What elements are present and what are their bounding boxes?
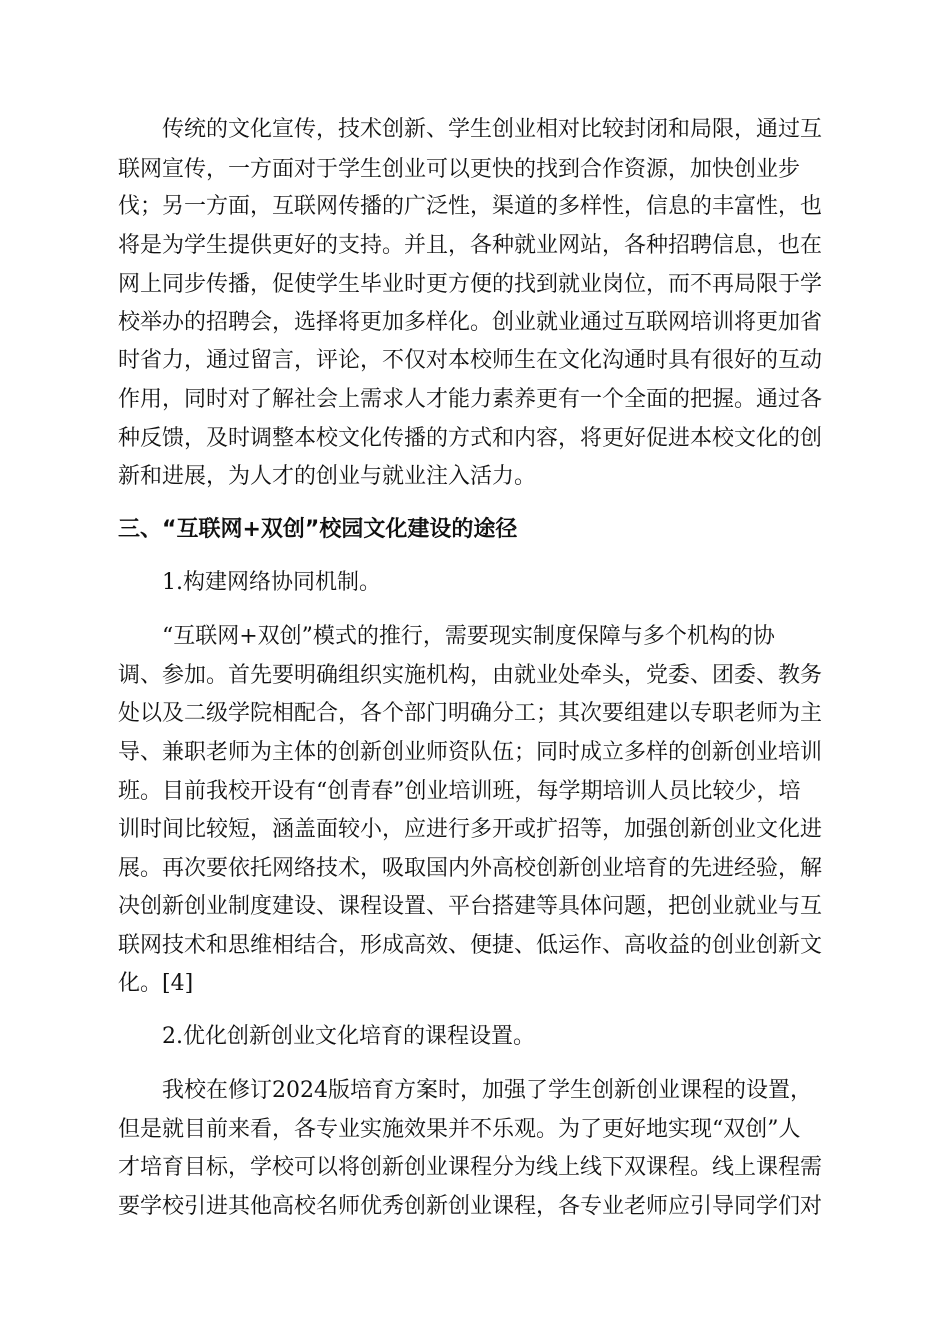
- text-line: 班。目前我校开设有“创青春”创业培训班，每学期培训人员比较少，培: [118, 779, 801, 804]
- text-line: 时省力，通过留言，评论，不仅对本校师生在文化沟通时具有很好的互动: [118, 348, 823, 373]
- text-line: 联网宣传，一方面对于学生创业可以更快的找到合作资源，加快创业步: [118, 157, 801, 182]
- text-line: 训时间比较短，涵盖面较小，应进行多开或扩招等，加强创新创业文化进: [118, 817, 823, 842]
- text-line: 校举办的招聘会，选择将更加多样化。创业就业通过互联网培训将更加省: [118, 310, 823, 335]
- text-line: 才培育目标，学校可以将创新创业课程分为线上线下双课程。线上课程需: [118, 1155, 823, 1180]
- text-line: 要学校引进其他高校名师优秀创新创业课程，各专业老师应引导同学们对: [118, 1194, 823, 1219]
- text-line: 伐；另一方面，互联网传播的广泛性，渠道的多样性，信息的丰富性，也: [118, 194, 823, 219]
- text-line: 导、兼职老师为主体的创新创业师资队伍；同时成立多样的创新创业培训: [118, 740, 823, 765]
- text-line: 但是就目前来看，各专业实施效果并不乐观。为了更好地实现“双创”人: [118, 1117, 801, 1142]
- text-line: 作用，同时对了解社会上需求人才能力素养更有一个全面的把握。通过各: [118, 387, 823, 412]
- text-line: 决创新创业制度建设、课程设置、平台搭建等具体问题，把创业就业与互: [118, 894, 823, 919]
- text-line: 化。[4]: [118, 971, 194, 996]
- text-line: 调、参加。首先要明确组织实施机构，由就业处牵头，党委、团委、教务: [118, 663, 823, 688]
- text-line: 新和进展，为人才的创业与就业注入活力。: [118, 464, 537, 489]
- text-line: 网上同步传播，促使学生毕业时更方便的找到就业岗位，而不再局限于学: [118, 272, 823, 297]
- section-heading: 三、“互联网+双创”校园文化建设的途径: [118, 517, 518, 542]
- text-line: “互联网+双创”模式的推行，需要现实制度保障与多个机构的协: [162, 624, 775, 649]
- subheading: 2.优化创新创业文化培育的课程设置。: [162, 1024, 535, 1049]
- text-line: 展。再次要依托网络技术，吸取国内外高校创新创业培育的先进经验，解: [118, 856, 823, 881]
- text-line: 我校在修订2024版培育方案时，加强了学生创新创业课程的设置，: [162, 1078, 812, 1103]
- text-line: 联网技术和思维相结合，形成高效、便捷、低运作、高收益的创业创新文: [118, 933, 823, 958]
- text-line: 种反馈，及时调整本校文化传播的方式和内容，将更好促进本校文化的创: [118, 426, 823, 451]
- text-line: 处以及二级学院相配合，各个部门明确分工；其次要组建以专职老师为主: [118, 701, 823, 726]
- subheading: 1.构建网络协同机制。: [162, 570, 381, 595]
- text-line: 将是为学生提供更好的支持。并且，各种就业网站，各种招聘信息，也在: [118, 233, 823, 258]
- text-line: 传统的文化宣传，技术创新、学生创业相对比较封闭和局限，通过互: [162, 117, 823, 142]
